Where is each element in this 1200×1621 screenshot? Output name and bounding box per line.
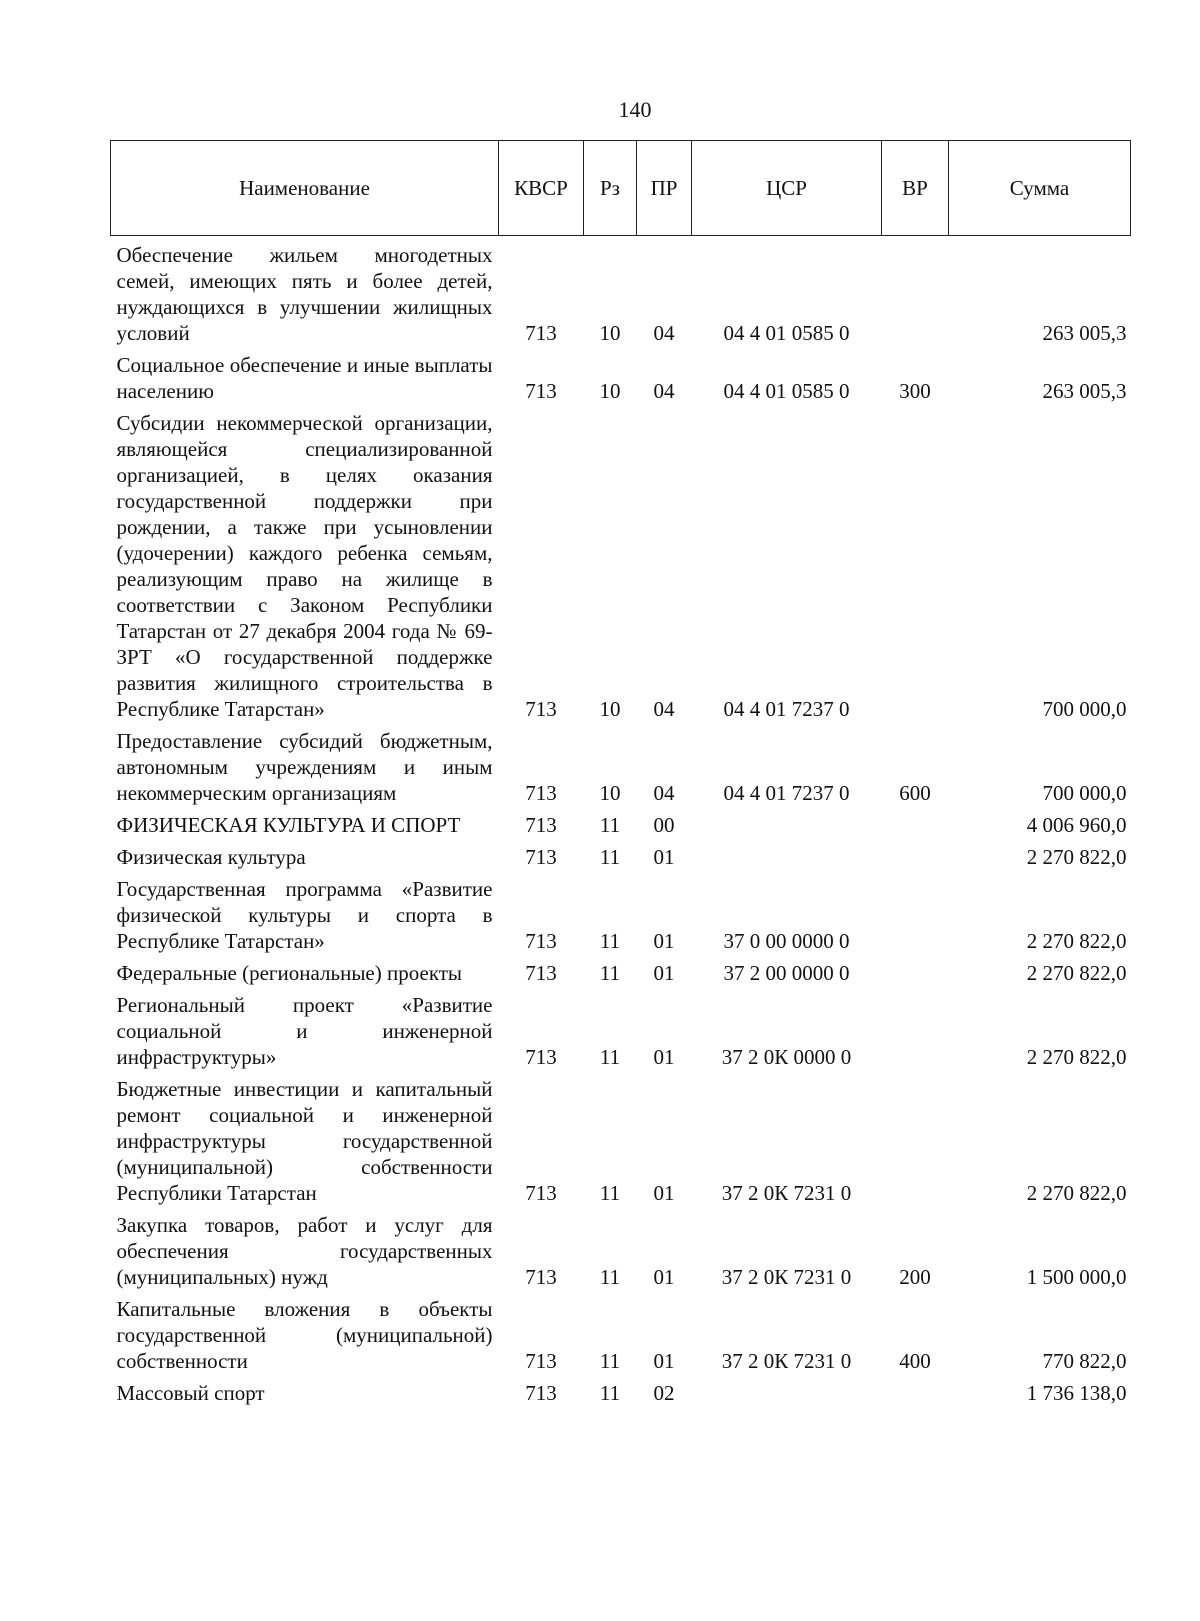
row-sum: 263 005,3 (1042, 379, 1127, 403)
row-name: Физическая культура (116, 845, 306, 869)
row-vr (882, 404, 949, 722)
row-pr: 01 (653, 1181, 675, 1205)
row-csr: 37 2 0К 7231 0 (721, 1265, 852, 1289)
budget-table (110, 140, 1131, 1406)
table-row (111, 838, 1131, 870)
row-kvsr: 713 (525, 1265, 557, 1289)
table-row (111, 1206, 1131, 1290)
table-row (111, 236, 1131, 347)
row-name: Бюджетные инвестиции и капитальный ремонт социальной и инженерной инфраструктуры государственной (муниципальной) собственности Республики Татарстан (116, 1077, 493, 1205)
row-vr: 200 (899, 1265, 931, 1289)
row-kvsr: 713 (525, 781, 557, 805)
row-rz: 11 (599, 1265, 621, 1289)
row-sum: 2 270 822,0 (1026, 1181, 1127, 1205)
row-pr: 01 (653, 929, 675, 953)
row-kvsr: 713 (525, 321, 557, 345)
row-vr (882, 236, 949, 347)
row-rz: 11 (599, 1045, 621, 1069)
row-name: Капитальные вложения в объекты государственной (муниципальной) собственности (116, 1297, 493, 1373)
row-pr: 01 (653, 1265, 675, 1289)
row-vr (882, 986, 949, 1070)
row-pr: 04 (653, 379, 675, 403)
row-vr: 300 (899, 379, 931, 403)
row-csr: 04 4 01 7237 0 (723, 697, 850, 721)
table-row (111, 346, 1131, 404)
row-vr: 400 (899, 1349, 931, 1373)
row-sum: 2 270 822,0 (1026, 1045, 1127, 1069)
row-csr: 04 4 01 0585 0 (723, 379, 850, 403)
row-sum: 770 822,0 (1042, 1349, 1127, 1373)
row-sum: 1 736 138,0 (1026, 1381, 1127, 1405)
table-row (111, 1374, 1131, 1406)
row-sum: 2 270 822,0 (1026, 929, 1127, 953)
row-sum: 700 000,0 (1042, 697, 1127, 721)
row-rz: 11 (599, 1381, 621, 1405)
row-kvsr: 713 (525, 1381, 557, 1405)
row-vr (882, 1374, 949, 1406)
row-csr: 37 2 0К 7231 0 (721, 1349, 852, 1373)
row-sum: 2 270 822,0 (1026, 845, 1127, 869)
row-rz: 11 (599, 1349, 621, 1373)
header-rz: Рз (584, 141, 637, 236)
row-kvsr: 713 (525, 1181, 557, 1205)
table-header (111, 141, 1131, 236)
table-body (111, 236, 1131, 1407)
row-csr: 04 4 01 7237 0 (723, 781, 850, 805)
row-vr (882, 1070, 949, 1206)
row-sum: 4 006 960,0 (1026, 813, 1127, 837)
row-rz: 11 (599, 813, 621, 837)
row-csr (692, 838, 882, 870)
row-kvsr: 713 (525, 813, 557, 837)
row-kvsr: 713 (525, 929, 557, 953)
table-row (111, 870, 1131, 954)
row-sum: 2 270 822,0 (1026, 961, 1127, 985)
table-row (111, 954, 1131, 986)
row-name: Закупка товаров, работ и услуг для обеспечения государственных (муниципальных) нужд (116, 1213, 493, 1289)
table-row (111, 986, 1131, 1070)
row-pr: 00 (653, 813, 675, 837)
row-rz: 11 (599, 1181, 621, 1205)
row-rz: 11 (599, 929, 621, 953)
row-vr (882, 954, 949, 986)
table-row (111, 1070, 1131, 1206)
row-pr: 04 (653, 781, 675, 805)
row-csr: 37 2 0К 7231 0 (721, 1181, 852, 1205)
row-csr: 04 4 01 0585 0 (723, 321, 850, 345)
row-vr: 600 (899, 781, 931, 805)
row-kvsr: 713 (525, 1045, 557, 1069)
row-pr: 01 (653, 845, 675, 869)
header-vr: ВР (882, 141, 949, 236)
row-sum: 1 500 000,0 (1026, 1265, 1127, 1289)
header-pr: ПР (637, 141, 692, 236)
row-csr: 37 0 00 0000 0 (723, 929, 850, 953)
row-name: Федеральные (региональные) проекты (116, 961, 463, 985)
row-name: Предоставление субсидий бюджетным, автономным учреждениям и иным некоммерческим организациям (116, 729, 493, 805)
row-vr (882, 870, 949, 954)
row-rz: 10 (599, 321, 621, 345)
row-name: Социальное обеспечение и иные выплаты населению (116, 353, 493, 403)
table-row (111, 722, 1131, 806)
row-name: Региональный проект «Развитие социальной и инженерной инфраструктуры» (116, 993, 493, 1069)
row-name: Обеспечение жильем многодетных семей, имеющих пять и более детей, нуждающихся в улучшении жилищных условий (116, 243, 493, 345)
row-rz: 10 (599, 697, 621, 721)
row-kvsr: 713 (525, 697, 557, 721)
row-kvsr: 713 (525, 845, 557, 869)
row-name: Государственная программа «Развитие физической культуры и спорта в Республике Татарстан» (116, 877, 493, 953)
row-kvsr: 713 (525, 1349, 557, 1373)
row-csr (692, 806, 882, 838)
header-name: Наименование (111, 141, 499, 236)
row-name: Субсидии некоммерческой организации, являющейся специализированной организацией, в целях оказания государственной поддержки при рождении, а также при усыновлении (удочерении) каждого ребенка семьям, реализующим право на жилище в соответствии с Законом Республики Татарстан от 27 декабря 2004 года № 69-ЗРТ «О государственной поддержке развития жилищного строительства в Республике Татарстан» (116, 411, 493, 721)
page-number: 140 (618, 97, 652, 122)
row-rz: 10 (599, 379, 621, 403)
row-sum: 700 000,0 (1042, 781, 1127, 805)
row-pr: 01 (653, 1045, 675, 1069)
row-csr (692, 1374, 882, 1406)
row-sum: 263 005,3 (1042, 321, 1127, 345)
row-pr: 04 (653, 697, 675, 721)
row-kvsr: 713 (525, 961, 557, 985)
row-rz: 10 (599, 781, 621, 805)
row-rz: 11 (599, 845, 621, 869)
row-csr: 37 2 0К 0000 0 (721, 1045, 852, 1069)
row-pr: 02 (653, 1381, 675, 1405)
row-rz: 11 (599, 961, 621, 985)
row-kvsr: 713 (525, 379, 557, 403)
row-name: Массовый спорт (116, 1381, 265, 1405)
table-row (111, 1290, 1131, 1374)
header-csr: ЦСР (692, 141, 882, 236)
header-kvsr: КВСР (499, 141, 584, 236)
row-pr: 01 (653, 1349, 675, 1373)
row-pr: 01 (653, 961, 675, 985)
header-sum: Сумма (949, 141, 1131, 236)
row-csr: 37 2 00 0000 0 (723, 961, 850, 985)
table-row (111, 404, 1131, 722)
row-pr: 04 (653, 321, 675, 345)
table-row (111, 806, 1131, 838)
row-vr (882, 806, 949, 838)
row-vr (882, 838, 949, 870)
row-name: ФИЗИЧЕСКАЯ КУЛЬТУРА И СПОРТ (116, 813, 461, 837)
